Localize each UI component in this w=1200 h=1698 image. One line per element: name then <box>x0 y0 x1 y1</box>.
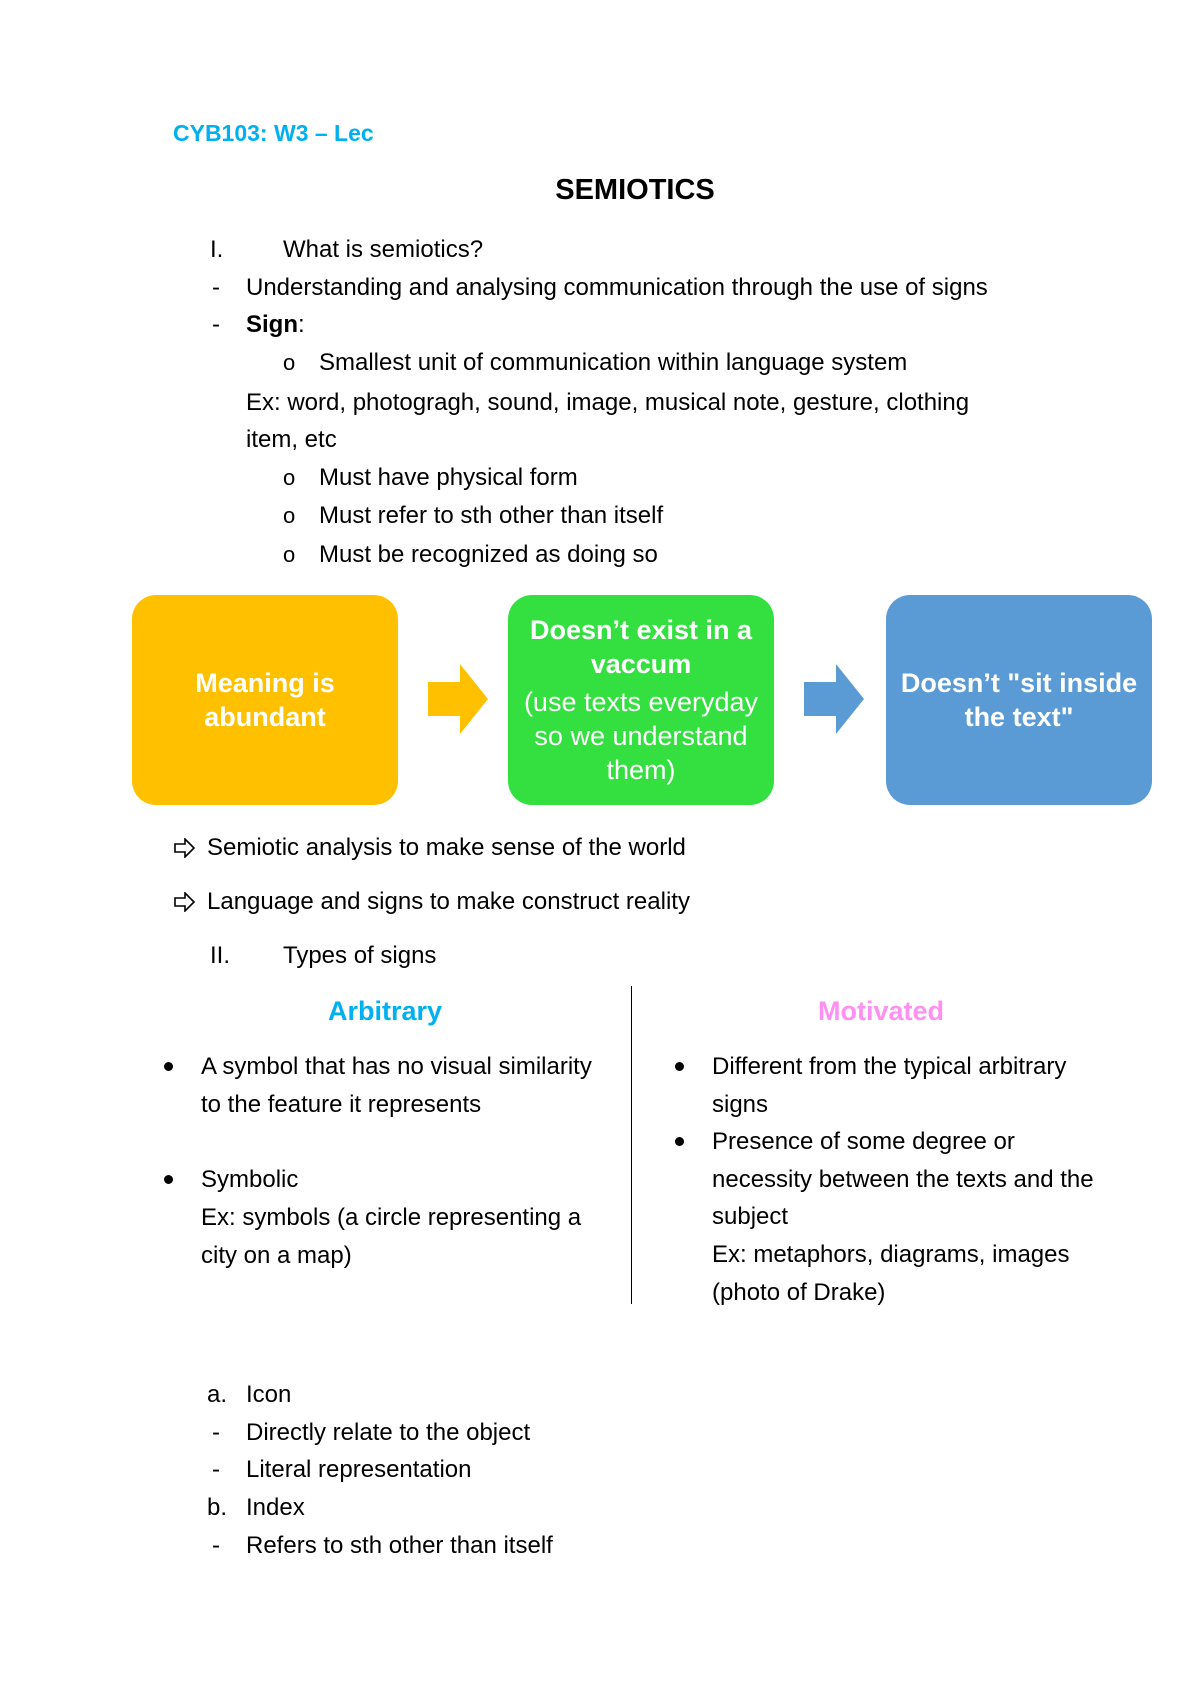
example-line: Ex: word, photogragh, sound, image, musical note, gesture, clothing <box>246 389 970 416</box>
hollow-arrow-icon <box>174 838 196 858</box>
list-marker: a. <box>207 1381 228 1408</box>
column-divider <box>631 986 632 1304</box>
dash-marker: - <box>212 1419 220 1446</box>
subtype-label: Index <box>246 1494 305 1521</box>
arbitrary-heading: Arbitrary <box>327 996 443 1026</box>
bullet-dot <box>164 1175 173 1184</box>
subtype-point: Literal representation <box>246 1456 472 1483</box>
dash-marker: - <box>212 311 220 338</box>
sign-label: Sign <box>246 311 298 338</box>
section-heading: Types of signs <box>283 942 437 969</box>
flow-box-text-location <box>886 595 1152 805</box>
flow-box-meaning <box>132 595 398 805</box>
circle-bullet: o <box>283 503 296 528</box>
course-code: CYB103: W3 – Lec <box>173 120 374 146</box>
requirement-item: Must have physical form <box>319 464 578 491</box>
flow-box-context <box>508 595 774 805</box>
section-numeral: II. <box>210 942 231 969</box>
list-marker: b. <box>207 1494 228 1521</box>
bullet-dot <box>675 1062 684 1071</box>
dash-marker: - <box>212 1532 220 1559</box>
subtype-point: Directly relate to the object <box>246 1419 531 1446</box>
circle-bullet: o <box>283 350 296 375</box>
definition-text: Understanding and analysing communication through the use of signs <box>246 274 988 301</box>
arbitrary-example: Ex: symbols (a circle representing a city on a map) <box>201 1204 582 1269</box>
sign-point: Smallest unit of communication within language system <box>319 349 908 376</box>
section-heading: What is semiotics? <box>283 236 484 263</box>
flow-box-subtext: (use texts everyday so we understand them) <box>523 687 759 785</box>
motivated-heading: Motivated <box>817 996 944 1026</box>
circle-bullet: o <box>283 542 296 567</box>
implication-item: Language and signs to make construct reality <box>207 888 690 915</box>
arrow-right-icon <box>804 664 864 734</box>
arbitrary-point: Symbolic <box>201 1166 299 1193</box>
dash-marker: - <box>212 1456 220 1483</box>
motivated-point: Different from the typical arbitrary signs <box>712 1053 1067 1118</box>
implication-item: Semiotic analysis to make sense of the world <box>207 834 686 861</box>
bullet-dot <box>164 1062 173 1071</box>
sign-colon: : <box>298 311 305 338</box>
arbitrary-point: A symbol that has no visual similarity to the feature it represents <box>201 1053 592 1118</box>
hollow-arrow-icon <box>174 892 196 912</box>
motivated-example: Ex: metaphors, diagrams, images (photo of Drake) <box>712 1241 1070 1306</box>
requirement-item: Must refer to sth other than itself <box>319 502 664 529</box>
example-line: item, etc <box>246 426 337 453</box>
sign-line <box>246 310 305 340</box>
subtype-point: Refers to sth other than itself <box>246 1532 553 1559</box>
circle-bullet: o <box>283 465 296 490</box>
page-title: SEMIOTICS <box>555 174 715 206</box>
section-numeral: I. <box>210 236 224 263</box>
flow-box-text: Meaning is abundant <box>195 668 335 732</box>
bullet-dot <box>675 1137 684 1146</box>
flow-box-text: Doesn’t "sit inside the text" <box>900 668 1138 732</box>
dash-marker: - <box>212 274 220 301</box>
arrow-right-icon <box>428 664 488 734</box>
requirement-item: Must be recognized as doing so <box>319 541 658 568</box>
flow-box-title: Doesn’t exist in a vaccum <box>529 615 753 679</box>
subtype-label: Icon <box>246 1381 292 1408</box>
motivated-point: Presence of some degree or necessity between the texts and the subject <box>712 1128 1094 1230</box>
